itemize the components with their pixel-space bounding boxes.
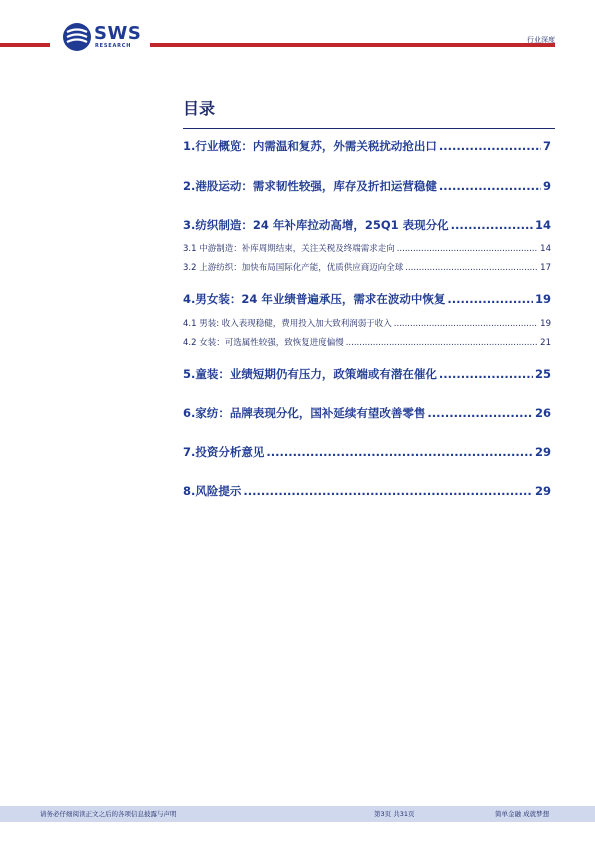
toc-leader-dots: [266, 445, 533, 459]
toc-leader-dots: [439, 179, 541, 193]
toc-entry[interactable]: [183, 138, 551, 154]
table-of-contents: [183, 94, 555, 498]
toc-entry-page: 29: [534, 445, 551, 459]
toc-leader-dots: [405, 263, 538, 273]
toc-leader-dots: [346, 338, 538, 348]
toc-entry-page: 14: [534, 218, 551, 232]
toc-leader-dots: [451, 218, 533, 232]
toc-entry[interactable]: [183, 291, 551, 307]
header-rule-right: [150, 43, 555, 47]
toc-entry[interactable]: [183, 178, 551, 194]
sws-logo-icon: [62, 22, 92, 52]
toc-leader-dots: [397, 244, 538, 254]
toc-leader-dots: [427, 406, 533, 420]
toc-entry[interactable]: [183, 366, 551, 382]
toc-entry-page: 7: [542, 139, 551, 153]
toc-subentry[interactable]: [183, 261, 551, 273]
toc-subentry[interactable]: [183, 242, 551, 254]
toc-entry-page: 19: [540, 319, 551, 329]
toc-entry-label: 1.行业概览：内需温和复苏，外需关税扰动抢出口: [183, 139, 437, 153]
toc-entry-label: 4.男女装：24 年业绩普遍承压，需求在波动中恢复: [183, 292, 446, 306]
toc-leader-dots: [439, 367, 533, 381]
logo-text: SWS: [94, 23, 142, 44]
toc-title-bar: [183, 94, 555, 129]
toc-entry[interactable]: [183, 483, 551, 499]
toc-entry-page: 9: [542, 179, 551, 193]
toc-entry[interactable]: [183, 444, 551, 460]
toc-entry-page: 19: [534, 292, 551, 306]
toc-entry-page: 25: [534, 367, 551, 381]
toc-entry-label: 7.投资分析意见: [183, 445, 265, 459]
toc-entry-label: 6.家纺：品牌表现分化，国补延续有望改善零售: [183, 406, 426, 420]
page-footer: [0, 806, 595, 822]
footer-disclaimer: 请务必仔细阅读正文之后的各项信息披露与声明: [40, 810, 177, 818]
toc-subentry[interactable]: [183, 336, 551, 348]
toc-entry[interactable]: [183, 405, 551, 421]
document-type-label: 行业深度: [527, 36, 555, 44]
sws-logo: [62, 22, 142, 54]
toc-entry-label: 3.2 上游纺织：加快布局国际化产能，优质供应商迈向全球: [183, 263, 404, 273]
toc-entry-label: 4.1 男装: 收入表现稳健，费用投入加大致利润弱于收入: [183, 319, 392, 329]
toc-subentry[interactable]: [183, 317, 551, 329]
toc-entry-label: 8.风险提示: [183, 484, 242, 498]
toc-entry-label: 5.童装：业绩短期仍有压力，政策端或有潜在催化: [183, 367, 437, 381]
toc-entry-page: 21: [540, 338, 551, 348]
toc-title: 目录: [183, 99, 216, 118]
toc-entry-page: 14: [540, 244, 551, 254]
toc-leader-dots: [447, 292, 533, 306]
toc-entry-label: 3.纺织制造：24 年补库拉动高增，25Q1 表现分化: [183, 218, 449, 232]
toc-entry-label: 3.1 中游制造：补库周期结束，关注关税及终端需求走向: [183, 244, 395, 254]
footer-page-info: 第3页 共31页: [374, 810, 415, 818]
footer-slogan: 简单金融 成就梦想: [495, 810, 550, 818]
header-rule-left: [0, 43, 50, 47]
page-header: [0, 0, 595, 60]
toc-entry-label: 4.2 女装：可选属性较强，致恢复进度偏慢: [183, 338, 344, 348]
toc-entry[interactable]: [183, 217, 551, 233]
toc-leader-dots: [439, 139, 541, 153]
toc-entry-label: 2.港股运动：需求韧性较强，库存及折扣运营稳健: [183, 179, 437, 193]
logo-subtext: RESEARCH: [95, 43, 132, 49]
toc-entry-page: 29: [534, 484, 551, 498]
toc-leader-dots: [394, 319, 538, 329]
toc-entry-page: 17: [540, 263, 551, 273]
toc-leader-dots: [243, 484, 533, 498]
toc-entry-page: 26: [534, 406, 551, 420]
